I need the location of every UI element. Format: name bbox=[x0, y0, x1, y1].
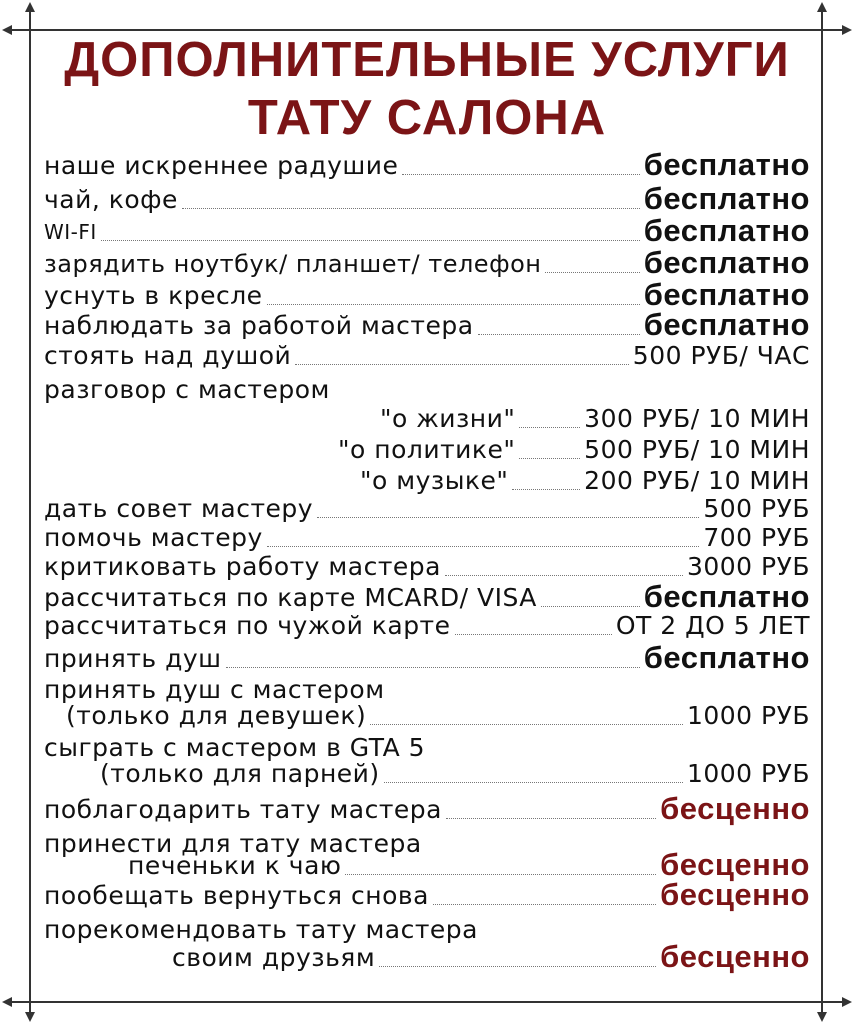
frame-arrow-icon bbox=[2, 997, 12, 1007]
list-item bbox=[44, 612, 810, 640]
list-item bbox=[128, 847, 810, 882]
list-item bbox=[100, 760, 810, 788]
item-label: уснуть в кресле bbox=[44, 281, 263, 310]
dot-leader bbox=[445, 575, 683, 576]
frame-bottom-line bbox=[8, 1001, 846, 1003]
list-item bbox=[44, 342, 810, 370]
item-price: 700 РУБ bbox=[703, 523, 810, 552]
list-item bbox=[338, 436, 810, 464]
item-label: наблюдать за работой мастера bbox=[44, 311, 474, 340]
dot-leader bbox=[545, 272, 639, 273]
list-item bbox=[360, 467, 810, 495]
dot-leader bbox=[317, 517, 699, 518]
list-item bbox=[44, 495, 810, 523]
item-price: ОТ 2 ДО 5 ЛЕТ bbox=[615, 611, 810, 640]
item-label: принять душ bbox=[44, 644, 222, 673]
dot-leader bbox=[182, 208, 640, 209]
item-label: порекомендовать тату мастера bbox=[44, 915, 478, 944]
item-sublabel: (только для девушек) bbox=[66, 701, 367, 730]
frame-top-line bbox=[8, 29, 846, 31]
item-price: бесценно bbox=[660, 791, 810, 826]
dot-leader bbox=[295, 364, 629, 365]
list-item bbox=[44, 553, 810, 581]
dot-leader bbox=[370, 724, 683, 725]
frame-right-line bbox=[821, 8, 823, 1018]
item-price: 200 РУБ/ 10 МИН bbox=[584, 466, 810, 495]
item-label: "о жизни" bbox=[380, 404, 516, 433]
list-item bbox=[44, 877, 810, 912]
item-label: пообещать вернуться снова bbox=[44, 881, 429, 910]
item-label: стоять над душой bbox=[44, 341, 292, 370]
item-label: принять душ с мастером bbox=[44, 675, 385, 704]
item-price: бесценно bbox=[660, 847, 810, 882]
dot-leader bbox=[541, 606, 640, 607]
item-label: "о музыке" bbox=[360, 466, 509, 495]
frame-arrow-icon bbox=[25, 2, 35, 12]
list-item bbox=[44, 524, 810, 552]
dot-leader bbox=[267, 304, 640, 305]
item-label: рассчитаться по карте MCARD/ VISA bbox=[44, 583, 537, 612]
frame-left-line bbox=[29, 8, 31, 1018]
list-item bbox=[44, 213, 810, 248]
dot-leader bbox=[446, 818, 656, 819]
item-price: 300 РУБ/ 10 МИН bbox=[584, 404, 810, 433]
dot-leader bbox=[512, 489, 580, 490]
item-price: 500 РУБ bbox=[703, 494, 810, 523]
section-heading: разговор с мастером bbox=[44, 375, 330, 404]
frame-arrow-icon bbox=[25, 1012, 35, 1022]
item-label: дать совет мастеру bbox=[44, 494, 314, 523]
item-label: чай, кофе bbox=[44, 185, 178, 214]
item-price: 1000 РУБ bbox=[686, 701, 810, 730]
item-price: 3000 РУБ bbox=[686, 552, 810, 581]
item-sublabel: своим друзьям bbox=[172, 943, 376, 972]
list-item bbox=[44, 640, 810, 675]
item-price: бесплатно bbox=[643, 213, 810, 248]
frame-arrow-icon bbox=[817, 1012, 827, 1022]
page-title-line2: ТАТУ САЛОНА bbox=[247, 91, 607, 145]
item-price: бесплатно bbox=[643, 245, 810, 280]
dot-leader bbox=[402, 174, 639, 175]
dot-leader bbox=[478, 334, 640, 335]
item-label: поблагодарить тату мастера bbox=[44, 795, 442, 824]
item-price: бесплатно bbox=[643, 181, 810, 216]
item-price: бесценно bbox=[660, 877, 810, 912]
item-price: 500 РУБ/ 10 МИН bbox=[584, 435, 810, 464]
item-price: бесплатно bbox=[643, 147, 810, 182]
item-sublabel: (только для парней) bbox=[100, 759, 380, 788]
item-price: бесплатно bbox=[643, 640, 810, 675]
list-item bbox=[44, 277, 810, 312]
item-label: наше искреннее радушие bbox=[44, 151, 399, 180]
dot-leader bbox=[226, 667, 640, 668]
dot-leader bbox=[379, 966, 656, 967]
dot-leader bbox=[519, 427, 580, 428]
list-item bbox=[44, 307, 810, 342]
dot-leader bbox=[101, 240, 640, 241]
list-item bbox=[44, 579, 810, 614]
item-label: рассчитаться по чужой карте bbox=[44, 611, 451, 640]
dot-leader bbox=[519, 458, 580, 459]
item-price: 1000 РУБ bbox=[686, 759, 810, 788]
list-item bbox=[44, 791, 810, 826]
item-label: зарядить ноутбук/ планшет/ телефон bbox=[44, 250, 542, 278]
dot-leader bbox=[267, 546, 700, 547]
item-price: бесценно bbox=[660, 939, 810, 974]
list-item bbox=[172, 939, 810, 974]
item-label: критиковать работу мастера bbox=[44, 552, 441, 581]
dot-leader bbox=[433, 904, 656, 905]
item-label: помочь мастеру bbox=[44, 523, 263, 552]
item-label: сыграть с мастером в GTA 5 bbox=[44, 733, 426, 762]
frame-arrow-icon bbox=[817, 2, 827, 12]
item-price: бесплатно bbox=[643, 277, 810, 312]
dot-leader bbox=[384, 782, 683, 783]
item-label: "о политике" bbox=[338, 435, 516, 464]
list-item bbox=[44, 245, 810, 280]
list-item bbox=[44, 147, 810, 182]
list-item bbox=[380, 405, 810, 433]
list-item bbox=[44, 181, 810, 216]
page-title-line1: ДОПОЛНИТЕЛЬНЫЕ УСЛУГИ bbox=[64, 33, 790, 87]
dot-leader bbox=[455, 634, 612, 635]
frame-arrow-icon bbox=[842, 997, 852, 1007]
item-sublabel: печеньки к чаю bbox=[128, 851, 342, 880]
dot-leader bbox=[345, 874, 656, 875]
item-label: WI-FI bbox=[44, 220, 97, 244]
item-price: бесплатно bbox=[643, 579, 810, 614]
item-price: бесплатно bbox=[643, 307, 810, 342]
item-label: принести для тату мастера bbox=[44, 829, 422, 858]
list-item bbox=[66, 702, 810, 730]
item-price: 500 РУБ/ ЧАС bbox=[632, 341, 810, 370]
